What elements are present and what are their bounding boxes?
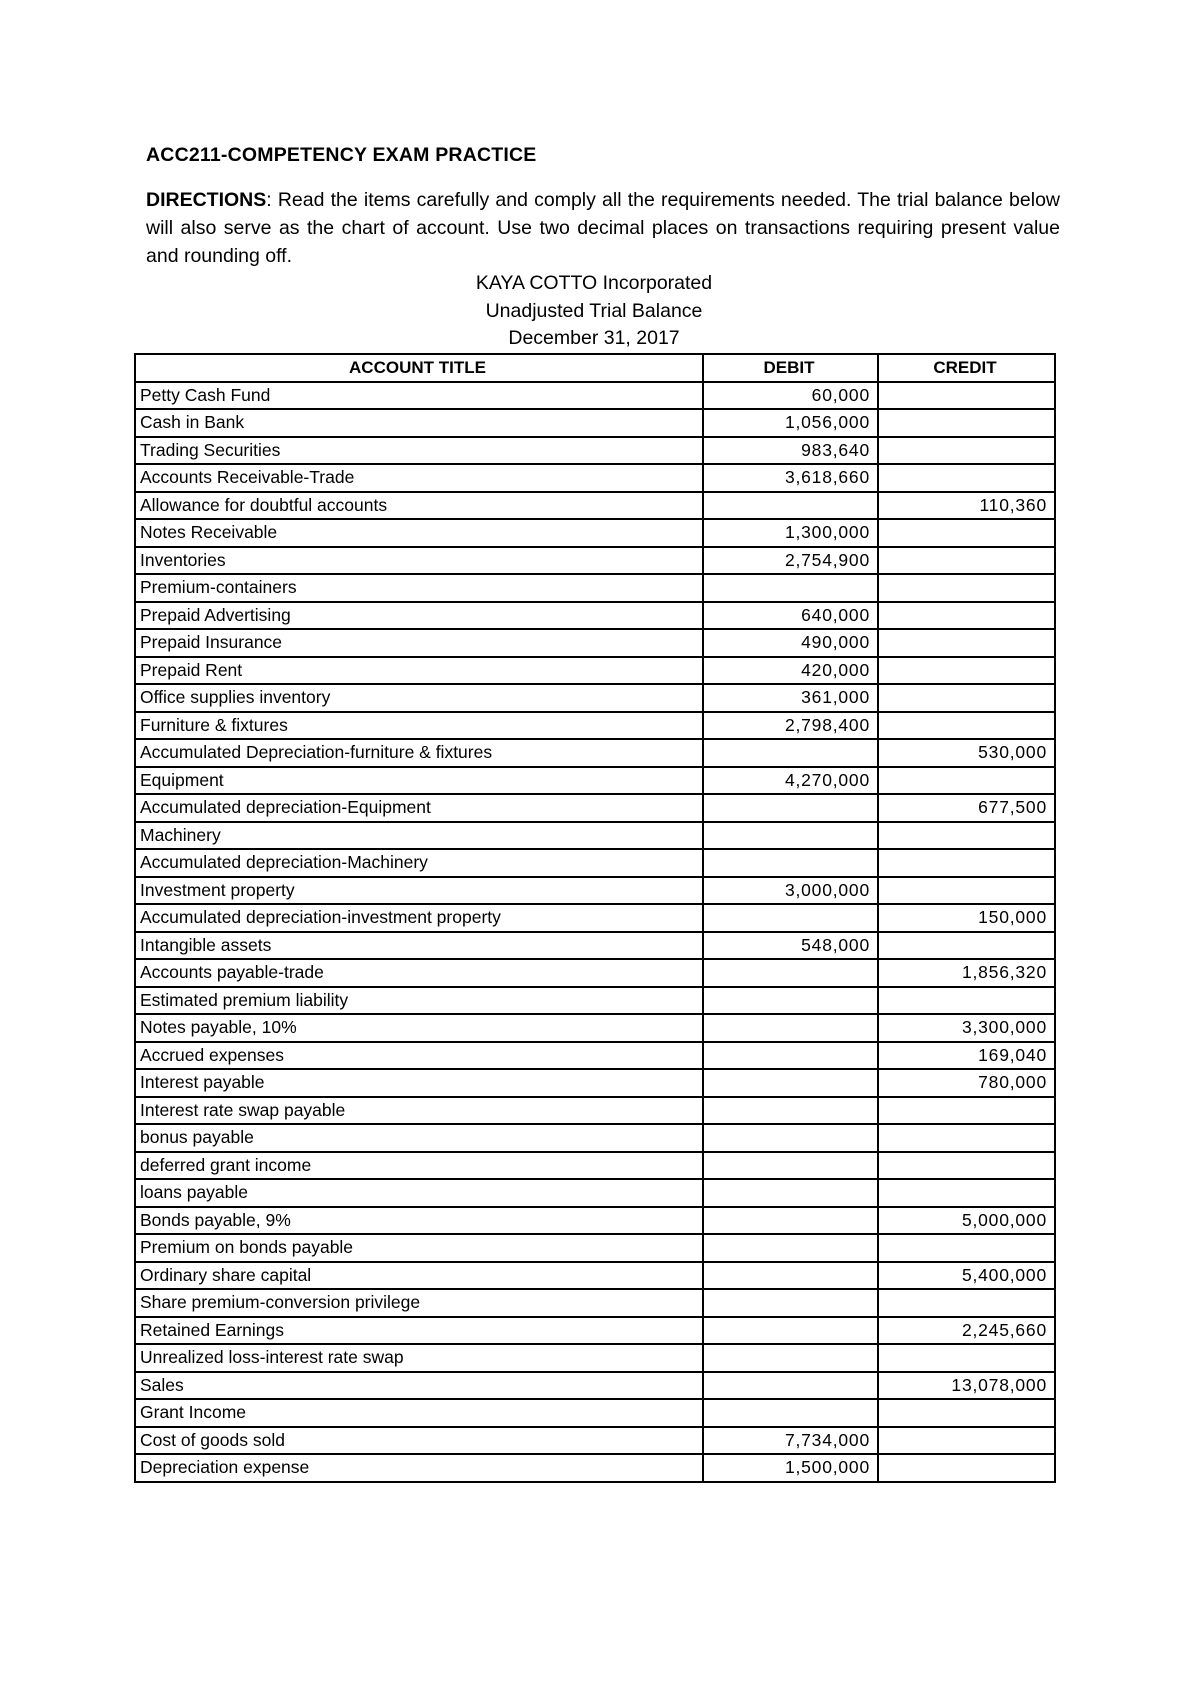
table-row	[135, 739, 1055, 767]
account-title-cell: loans payable	[135, 1179, 703, 1207]
debit-cell	[703, 1042, 878, 1070]
debit-cell: 1,300,000	[703, 519, 878, 547]
table-row	[135, 959, 1055, 987]
credit-cell	[878, 849, 1055, 877]
debit-cell	[703, 1372, 878, 1400]
header-credit: CREDIT	[878, 354, 1055, 382]
account-title-cell: Accumulated depreciation-Machinery	[135, 849, 703, 877]
table-row	[135, 987, 1055, 1015]
table-row	[135, 519, 1055, 547]
table-row	[135, 1372, 1055, 1400]
header-account-title: ACCOUNT TITLE	[135, 354, 703, 382]
account-title-cell: Prepaid Rent	[135, 657, 703, 685]
table-row	[135, 877, 1055, 905]
table-row	[135, 574, 1055, 602]
debit-cell: 420,000	[703, 657, 878, 685]
account-title-cell: Petty Cash Fund	[135, 382, 703, 410]
credit-cell	[878, 1289, 1055, 1317]
debit-cell	[703, 794, 878, 822]
account-title-cell: Intangible assets	[135, 932, 703, 960]
table-row	[135, 1234, 1055, 1262]
account-title-cell: Ordinary share capital	[135, 1262, 703, 1290]
statement-heading	[134, 270, 1054, 353]
debit-cell	[703, 492, 878, 520]
debit-cell: 1,056,000	[703, 409, 878, 437]
account-title-cell: Inventories	[135, 547, 703, 575]
account-title-cell: Accounts Receivable-Trade	[135, 464, 703, 492]
table-row	[135, 1097, 1055, 1125]
table-row	[135, 849, 1055, 877]
account-title-cell: Interest payable	[135, 1069, 703, 1097]
table-row	[135, 1289, 1055, 1317]
debit-cell	[703, 959, 878, 987]
debit-cell	[703, 822, 878, 850]
table-row	[135, 437, 1055, 465]
credit-cell	[878, 1454, 1055, 1482]
table-row	[135, 1262, 1055, 1290]
account-title-cell: Machinery	[135, 822, 703, 850]
account-title-cell: Sales	[135, 1372, 703, 1400]
account-title-cell: Retained Earnings	[135, 1317, 703, 1345]
debit-cell	[703, 1014, 878, 1042]
table-row	[135, 1399, 1055, 1427]
credit-cell	[878, 602, 1055, 630]
table-row	[135, 767, 1055, 795]
credit-cell: 13,078,000	[878, 1372, 1055, 1400]
credit-cell: 780,000	[878, 1069, 1055, 1097]
credit-cell: 530,000	[878, 739, 1055, 767]
credit-cell: 110,360	[878, 492, 1055, 520]
table-row	[135, 1179, 1055, 1207]
account-title-cell: Share premium-conversion privilege	[135, 1289, 703, 1317]
debit-cell	[703, 1262, 878, 1290]
account-title-cell: Premium-containers	[135, 574, 703, 602]
table-row	[135, 1042, 1055, 1070]
account-title-cell: Cash in Bank	[135, 409, 703, 437]
statement-date: December 31, 2017	[508, 327, 680, 349]
account-title-cell: Estimated premium liability	[135, 987, 703, 1015]
credit-cell: 677,500	[878, 794, 1055, 822]
debit-cell	[703, 849, 878, 877]
credit-cell: 150,000	[878, 904, 1055, 932]
debit-cell: 2,798,400	[703, 712, 878, 740]
table-row	[135, 1317, 1055, 1345]
debit-cell	[703, 1344, 878, 1372]
debit-cell	[703, 1179, 878, 1207]
statement-name: Unadjusted Trial Balance	[485, 299, 703, 322]
credit-cell	[878, 547, 1055, 575]
credit-cell: 2,245,660	[878, 1317, 1055, 1345]
debit-cell: 4,270,000	[703, 767, 878, 795]
document-title: ACC211-COMPETENCY EXAM PRACTICE	[146, 144, 537, 166]
account-title-cell: Office supplies inventory	[135, 684, 703, 712]
credit-cell: 3,300,000	[878, 1014, 1055, 1042]
debit-cell: 548,000	[703, 932, 878, 960]
account-title-cell: Depreciation expense	[135, 1454, 703, 1482]
credit-cell: 169,040	[878, 1042, 1055, 1070]
credit-cell: 5,400,000	[878, 1262, 1055, 1290]
debit-cell	[703, 1207, 878, 1235]
debit-cell	[703, 739, 878, 767]
table-row	[135, 409, 1055, 437]
credit-cell	[878, 657, 1055, 685]
debit-cell	[703, 1069, 878, 1097]
debit-cell	[703, 1124, 878, 1152]
account-title-cell: Premium on bonds payable	[135, 1234, 703, 1262]
debit-cell	[703, 1152, 878, 1180]
debit-cell: 490,000	[703, 629, 878, 657]
table-row	[135, 382, 1055, 410]
debit-cell: 983,640	[703, 437, 878, 465]
header-debit: DEBIT	[703, 354, 878, 382]
credit-cell: 1,856,320	[878, 959, 1055, 987]
credit-cell	[878, 1179, 1055, 1207]
table-row	[135, 1014, 1055, 1042]
debit-cell	[703, 1317, 878, 1345]
credit-cell	[878, 1152, 1055, 1180]
account-title-cell: Equipment	[135, 767, 703, 795]
account-title-cell: Notes payable, 10%	[135, 1014, 703, 1042]
debit-cell	[703, 904, 878, 932]
table-row	[135, 547, 1055, 575]
account-title-cell: Cost of goods sold	[135, 1427, 703, 1455]
directions-text: : Read the items carefully and comply all the requirements needed. The trial balance below will also serve as the chart of account. Use two decimal places on transactions requiring present value and rounding off.	[146, 189, 1060, 267]
account-title-cell: bonus payable	[135, 1124, 703, 1152]
debit-cell: 361,000	[703, 684, 878, 712]
table-row	[135, 932, 1055, 960]
table-row	[135, 464, 1055, 492]
credit-cell	[878, 684, 1055, 712]
credit-cell	[878, 1097, 1055, 1125]
account-title-cell: deferred grant income	[135, 1152, 703, 1180]
debit-cell: 7,734,000	[703, 1427, 878, 1455]
debit-cell: 3,000,000	[703, 877, 878, 905]
credit-cell: 5,000,000	[878, 1207, 1055, 1235]
debit-cell	[703, 1399, 878, 1427]
debit-cell	[703, 574, 878, 602]
debit-cell: 640,000	[703, 602, 878, 630]
table-row	[135, 712, 1055, 740]
credit-cell	[878, 877, 1055, 905]
debit-cell: 1,500,000	[703, 1454, 878, 1482]
credit-cell	[878, 1399, 1055, 1427]
directions-label: DIRECTIONS	[146, 189, 267, 211]
credit-cell	[878, 519, 1055, 547]
credit-cell	[878, 767, 1055, 795]
table-row	[135, 904, 1055, 932]
account-title-cell: Prepaid Insurance	[135, 629, 703, 657]
credit-cell	[878, 1234, 1055, 1262]
table-row	[135, 1454, 1055, 1482]
debit-cell	[703, 1289, 878, 1317]
account-title-cell: Investment property	[135, 877, 703, 905]
account-title-cell: Prepaid Advertising	[135, 602, 703, 630]
table-body	[135, 382, 1055, 1482]
table-row	[135, 1427, 1055, 1455]
debit-cell	[703, 987, 878, 1015]
company-name: KAYA COTTO Incorporated	[475, 272, 713, 294]
credit-cell	[878, 987, 1055, 1015]
account-title-cell: Accumulated Depreciation-furniture & fixtures	[135, 739, 703, 767]
account-title-cell: Accumulated depreciation-investment property	[135, 904, 703, 932]
credit-cell	[878, 932, 1055, 960]
credit-cell	[878, 409, 1055, 437]
credit-cell	[878, 574, 1055, 602]
table-header-row	[135, 354, 1055, 382]
credit-cell	[878, 712, 1055, 740]
account-title-cell: Notes Receivable	[135, 519, 703, 547]
account-title-cell: Accounts payable-trade	[135, 959, 703, 987]
table-row	[135, 602, 1055, 630]
credit-cell	[878, 437, 1055, 465]
table-row	[135, 684, 1055, 712]
credit-cell	[878, 1124, 1055, 1152]
debit-cell: 60,000	[703, 382, 878, 410]
debit-cell: 2,754,900	[703, 547, 878, 575]
credit-cell	[878, 464, 1055, 492]
account-title-cell: Grant Income	[135, 1399, 703, 1427]
table-row	[135, 629, 1055, 657]
debit-cell: 3,618,660	[703, 464, 878, 492]
account-title-cell: Unrealized loss-interest rate swap	[135, 1344, 703, 1372]
credit-cell	[878, 1427, 1055, 1455]
debit-cell	[703, 1097, 878, 1125]
table-row	[135, 794, 1055, 822]
table-row	[135, 657, 1055, 685]
account-title-cell: Bonds payable, 9%	[135, 1207, 703, 1235]
table-row	[135, 1344, 1055, 1372]
credit-cell	[878, 1344, 1055, 1372]
credit-cell	[878, 629, 1055, 657]
account-title-cell: Furniture & fixtures	[135, 712, 703, 740]
table-row	[135, 822, 1055, 850]
debit-cell	[703, 1234, 878, 1262]
credit-cell	[878, 382, 1055, 410]
table-row	[135, 1152, 1055, 1180]
table-row	[135, 1069, 1055, 1097]
account-title-cell: Allowance for doubtful accounts	[135, 492, 703, 520]
account-title-cell: Accrued expenses	[135, 1042, 703, 1070]
trial-balance-table	[134, 353, 1056, 1483]
directions-paragraph	[146, 186, 1060, 270]
table-row	[135, 1124, 1055, 1152]
table-row	[135, 1207, 1055, 1235]
account-title-cell: Trading Securities	[135, 437, 703, 465]
account-title-cell: Interest rate swap payable	[135, 1097, 703, 1125]
account-title-cell: Accumulated depreciation-Equipment	[135, 794, 703, 822]
table-row	[135, 492, 1055, 520]
credit-cell	[878, 822, 1055, 850]
